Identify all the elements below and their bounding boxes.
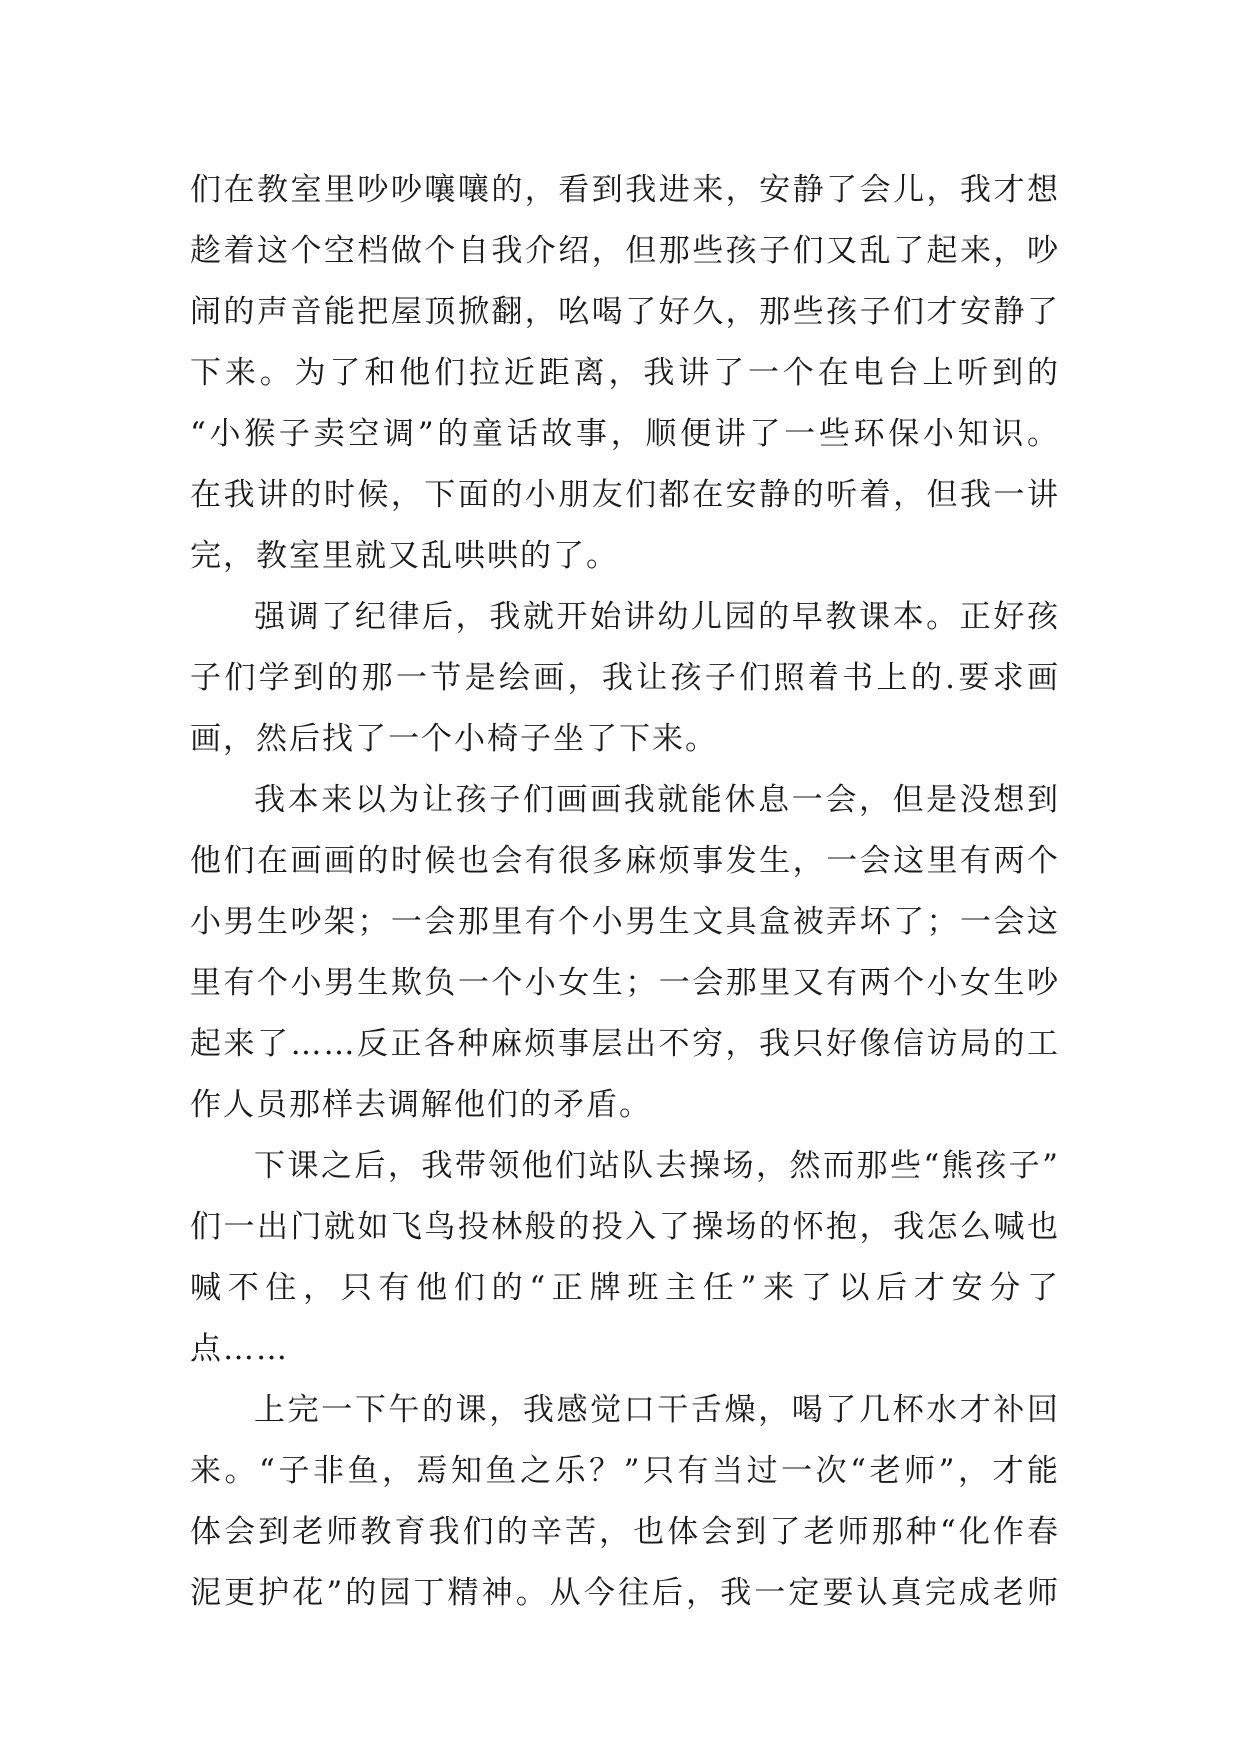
text-line: 子们学到的那一节是绘画，我让孩子们照着书上的.要求画 [190, 660, 1060, 696]
text-line: 泥更护花”的园丁精神。从今往后，我一定要认真完成老师 [190, 1575, 1060, 1611]
text-line: 闹的声音能把屋顶掀翻，吆喝了好久，那些孩子们才安静了 [190, 294, 1060, 330]
text-line: 作人员那样去调解他们的矛盾。 [190, 1087, 652, 1123]
text-line: 画，然后找了一个小椅子坐了下来。 [190, 721, 718, 757]
text-line: 趁着这个空档做个自我介绍，但那些孩子们又乱了起来，吵 [190, 233, 1060, 269]
text-line: 起来了……反正各种麻烦事层出不穷，我只好像信访局的工 [190, 1026, 1060, 1062]
text-line: 们一出门就如飞鸟投林般的投入了操场的怀抱，我怎么喊也 [190, 1209, 1060, 1245]
paragraph-first-line: 强调了纪律后，我就开始讲幼儿园的早教课本。正好孩 [254, 599, 1060, 635]
text-line: 在我讲的时候，下面的小朋友们都在安静的听着，但我一讲 [190, 477, 1060, 513]
text-line: 完，教室里就又乱哄哄的了。 [190, 538, 619, 574]
text-line: 体会到老师教育我们的辛苦，也体会到了老师那种“化作春 [190, 1514, 1060, 1550]
text-line: 下来。为了和他们拉近距离，我讲了一个在电台上听到的 [190, 355, 1060, 391]
paragraph-first-line: 下课之后，我带领他们站队去操场，然而那些“熊孩子” [254, 1148, 1060, 1184]
paragraph-first-line: 我本来以为让孩子们画画我就能休息一会，但是没想到 [254, 782, 1060, 818]
text-line: 小男生吵架；一会那里有个小男生文具盒被弄坏了；一会这 [190, 904, 1060, 940]
text-line: 点…… [190, 1331, 289, 1367]
text-line: “小猴子卖空调”的童话故事，顺便讲了一些环保小知识。 [190, 416, 1060, 452]
text-line: 来。“子非鱼，焉知鱼之乐？”只有当过一次“老师”，才能 [190, 1453, 1060, 1489]
text-line: 他们在画画的时候也会有很多麻烦事发生，一会这里有两个 [190, 843, 1060, 879]
text-line: 里有个小男生欺负一个小女生；一会那里又有两个小女生吵 [190, 965, 1060, 1001]
text-line: 喊不住，只有他们的“正牌班主任”来了以后才安分了 [190, 1270, 1060, 1306]
body-text [190, 160, 1060, 1624]
text-line: 们在教室里吵吵嚷嚷的，看到我进来，安静了会儿，我才想 [190, 172, 1060, 208]
paragraph-first-line: 上完一下午的课，我感觉口干舌燥，喝了几杯水才补回 [254, 1392, 1060, 1428]
